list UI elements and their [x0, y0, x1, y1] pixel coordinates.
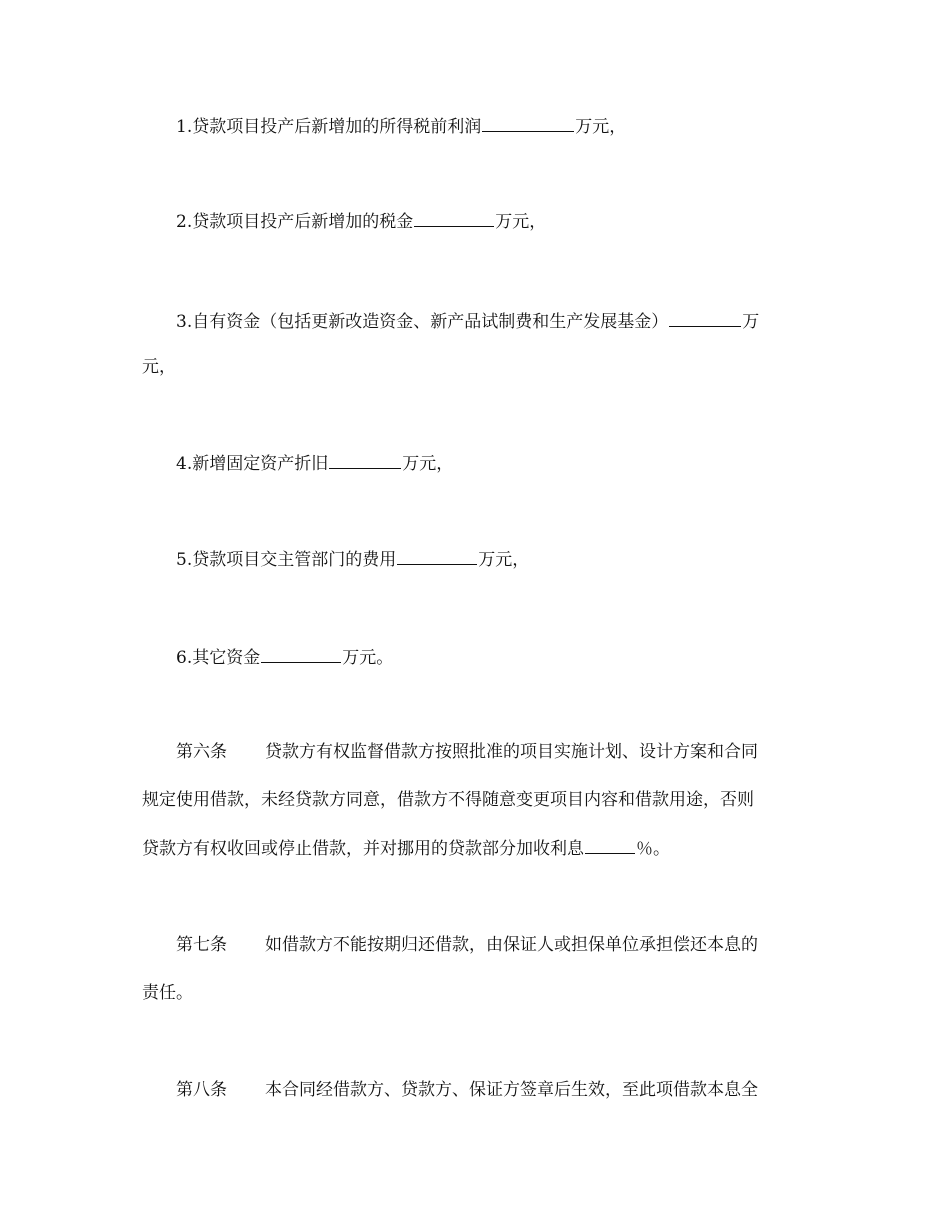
item-3: [176, 309, 848, 334]
article-7-label: 第七条: [176, 935, 227, 955]
item-3-cont-text: 元，: [142, 357, 176, 377]
article-7-text-1: 如借款方不能按期归还借款，由保证人或担保单位承担偿还本息的: [265, 935, 758, 955]
item-1-blank: [482, 114, 574, 132]
item-3-text: 3.自有资金（包括更新改造资金、新产品试制费和生产发展基金）: [176, 312, 669, 332]
article-6-text-3: 贷款方有权收回或停止借款，并对挪用的贷款部分加收利息: [142, 839, 584, 859]
article-6-percent: ％。: [636, 839, 670, 859]
item-3-continuation: [142, 355, 814, 379]
item-2-unit: 万元，: [495, 212, 547, 232]
article-8-label: 第八条: [176, 1080, 227, 1100]
item-5: [176, 547, 848, 572]
item-2: [176, 209, 848, 234]
item-3-unit: 万: [742, 312, 760, 332]
article-6-label: 第六条: [176, 742, 227, 762]
article-7-line-1: [176, 933, 814, 957]
item-2-text: 2.贷款项目投产后新增加的税金: [176, 212, 414, 232]
item-4: [176, 451, 848, 476]
article-8-line-1: [176, 1078, 814, 1102]
item-1: [176, 114, 848, 139]
item-1-text: 1.贷款项目投产后新增加的所得税前利润: [176, 117, 482, 137]
article-6-interest-blank: [585, 836, 635, 854]
article-7-line-2: [142, 981, 814, 1005]
item-6: [176, 645, 848, 670]
item-3-blank: [669, 309, 741, 327]
article-6-line-1: [176, 740, 814, 764]
item-4-text: 4.新增固定资产折旧: [176, 454, 329, 474]
item-4-unit: 万元，: [402, 454, 454, 474]
item-6-blank: [261, 645, 341, 663]
item-5-blank: [397, 547, 477, 565]
item-2-blank: [414, 209, 494, 227]
article-6-line-3: [142, 836, 814, 861]
item-5-text: 5.贷款项目交主管部门的费用: [176, 550, 397, 570]
item-1-unit: 万元，: [575, 117, 627, 137]
item-6-unit: 万元。: [342, 648, 394, 668]
item-6-text: 6.其它资金: [176, 648, 261, 668]
article-8-text-1: 本合同经借款方、贷款方、保证方签章后生效，至此项借款本息全: [265, 1080, 758, 1100]
article-7-text-2: 责任。: [142, 983, 193, 1003]
article-6-line-2: [142, 788, 814, 812]
item-4-blank: [329, 451, 401, 469]
article-6-text-2: 规定使用借款，未经贷款方同意，借款方不得随意变更项目内容和借款用途，否则: [142, 790, 754, 810]
article-6-text-1: 贷款方有权监督借款方按照批准的项目实施计划、设计方案和合同: [265, 742, 758, 762]
item-5-unit: 万元，: [478, 550, 530, 570]
